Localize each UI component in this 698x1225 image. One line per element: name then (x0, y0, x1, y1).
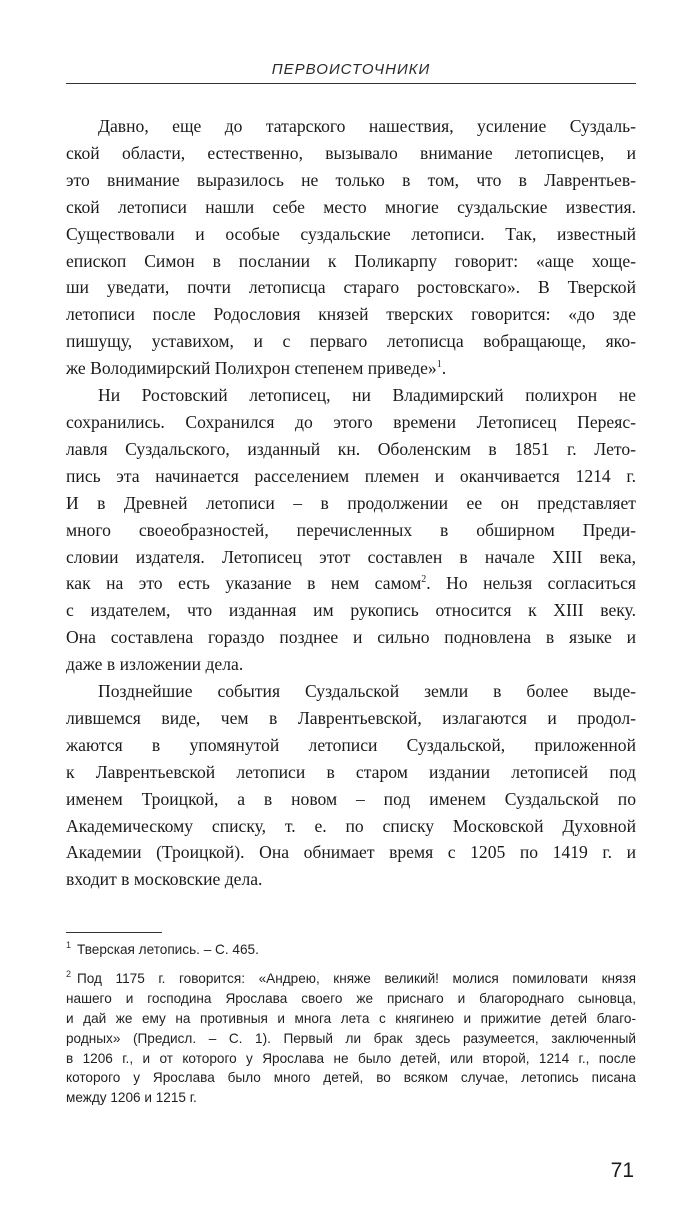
text-line: Академическому списку, т. е. по списку Московской Духовной (66, 815, 636, 836)
text-line (66, 355, 636, 382)
text-line-content: же Володимирский Полихрон степенем приведе» (66, 358, 437, 379)
text-line: жаются в упомянутой летописи Суздальской, приложенной (66, 734, 636, 755)
text-line: И в Древней летописи – в продолжении ее он представляет (66, 492, 636, 513)
text-line (66, 570, 636, 597)
footnote-text: Тверская летопись. – С. 465. (77, 942, 259, 957)
text-line: ской области, естественно, вызывало внимание летописцев, и (66, 142, 636, 163)
text-line: летописи после Родословия князей тверских говорится: «до зде (66, 304, 636, 325)
text-line: Давно, еще до татарского нашествия, усиление Суздаль- (98, 116, 636, 136)
text-line: к Лаврентьевской летописи в старом издании летописей под (66, 761, 636, 782)
text-line: лившемся виде, чем в Лаврентьевской, излагаются и продол- (66, 707, 636, 728)
footnote-2 (66, 969, 636, 1108)
footnote-ref-1[interactable]: 1 (436, 359, 442, 371)
text-line: ской летописи нашли себе место многие суздальские известия. (66, 196, 636, 217)
footnote-line: нашего и господина Ярослава своего же приснаго и благороднаго сыновца, (66, 990, 636, 1006)
footnote-line: которого у Ярослава было много детей, во всяком случае, летопись писана (66, 1070, 636, 1086)
text-line: именем Троицкой, а в новом – под именем Суздальской по (66, 788, 636, 809)
footnotes (66, 940, 636, 1117)
text-line: ши уведати, почти летописца стараго ростовскаго». В Тверской (66, 277, 636, 298)
text-line: епископ Симон в послании к Поликарпу говорит: «аще хоще- (66, 250, 636, 271)
footnote-line (66, 969, 636, 989)
text-line: Существовали и особые суздальские летописи. Так, известный (66, 223, 636, 244)
footnote-line: родных» (Предисл. – С. 1). Первый ли брак здесь разумеется, заключенный (66, 1030, 636, 1046)
text-line: пись эта начинается расселением племен и оканчивается 1214 г. (66, 465, 636, 486)
footnote-line: в 1206 г., и от которого у Ярослава не было детей, или второй, 1214 г., после (66, 1050, 636, 1066)
text-line: входит в московские дела. (66, 869, 263, 890)
footnote-1 (66, 940, 636, 960)
header-rule (66, 83, 636, 84)
text-line: много своеобразностей, перечисленных в обширном Преди- (66, 519, 636, 540)
paragraph-3 (66, 678, 636, 893)
text-line: пишущу, уставихом, и с перваго летописца вобращающе, яко- (66, 331, 636, 352)
footnote-mark: 1 (66, 940, 72, 951)
running-header: ПЕРВОИСТОЧНИКИ (271, 61, 431, 78)
footnote-line (66, 940, 636, 960)
text-line: сохранились. Сохранился до этого времени Летописец Переяс- (66, 411, 636, 432)
page-number: 71 (610, 1159, 634, 1182)
text-line: Академии (Троицкой). Она обнимает время с 1205 по 1419 г. и (66, 842, 636, 863)
paragraph-1 (66, 113, 636, 382)
footnote-ref-2[interactable]: 2 (421, 574, 427, 586)
text-line: даже в изложении дела. (66, 654, 244, 675)
text-line: с издателем, что изданная им рукопись относится к XIII веку. (66, 600, 636, 621)
text-line: Позднейшие события Суздальской земли в более выде- (98, 681, 636, 702)
footnote-separator (66, 932, 162, 933)
text-line: Ни Ростовский летописец, ни Владимирский полихрон не (98, 385, 636, 406)
footnote-line: и дай же ему на противныя и многа лета с княгинею и прижитие детей благо- (66, 1010, 636, 1026)
text-line: лавля Суздальского, изданный кн. Оболенским в 1851 г. Лето- (66, 438, 636, 459)
text-line: Она составлена гораздо позднее и сильно подновлена в языке и (66, 627, 636, 648)
footnote-line: между 1206 и 1215 г. (66, 1090, 197, 1106)
main-text (66, 113, 636, 893)
text-line: это внимание выразилось не только в том, что в Лаврентьев- (66, 169, 636, 190)
footnote-text: Под 1175 г. говорится: «Андрею, княже великий! молися помиловати князя (77, 970, 636, 986)
paragraph-2 (66, 382, 636, 678)
text-line-content: как на это есть указание в нем самом (66, 573, 422, 594)
text-line-tail: . Но нельзя согласиться (426, 573, 636, 594)
text-line: словии издателя. Летописец этот составлен в начале XIII века, (66, 546, 636, 567)
footnote-mark: 2 (66, 969, 72, 980)
text-line-tail: . (441, 358, 447, 379)
